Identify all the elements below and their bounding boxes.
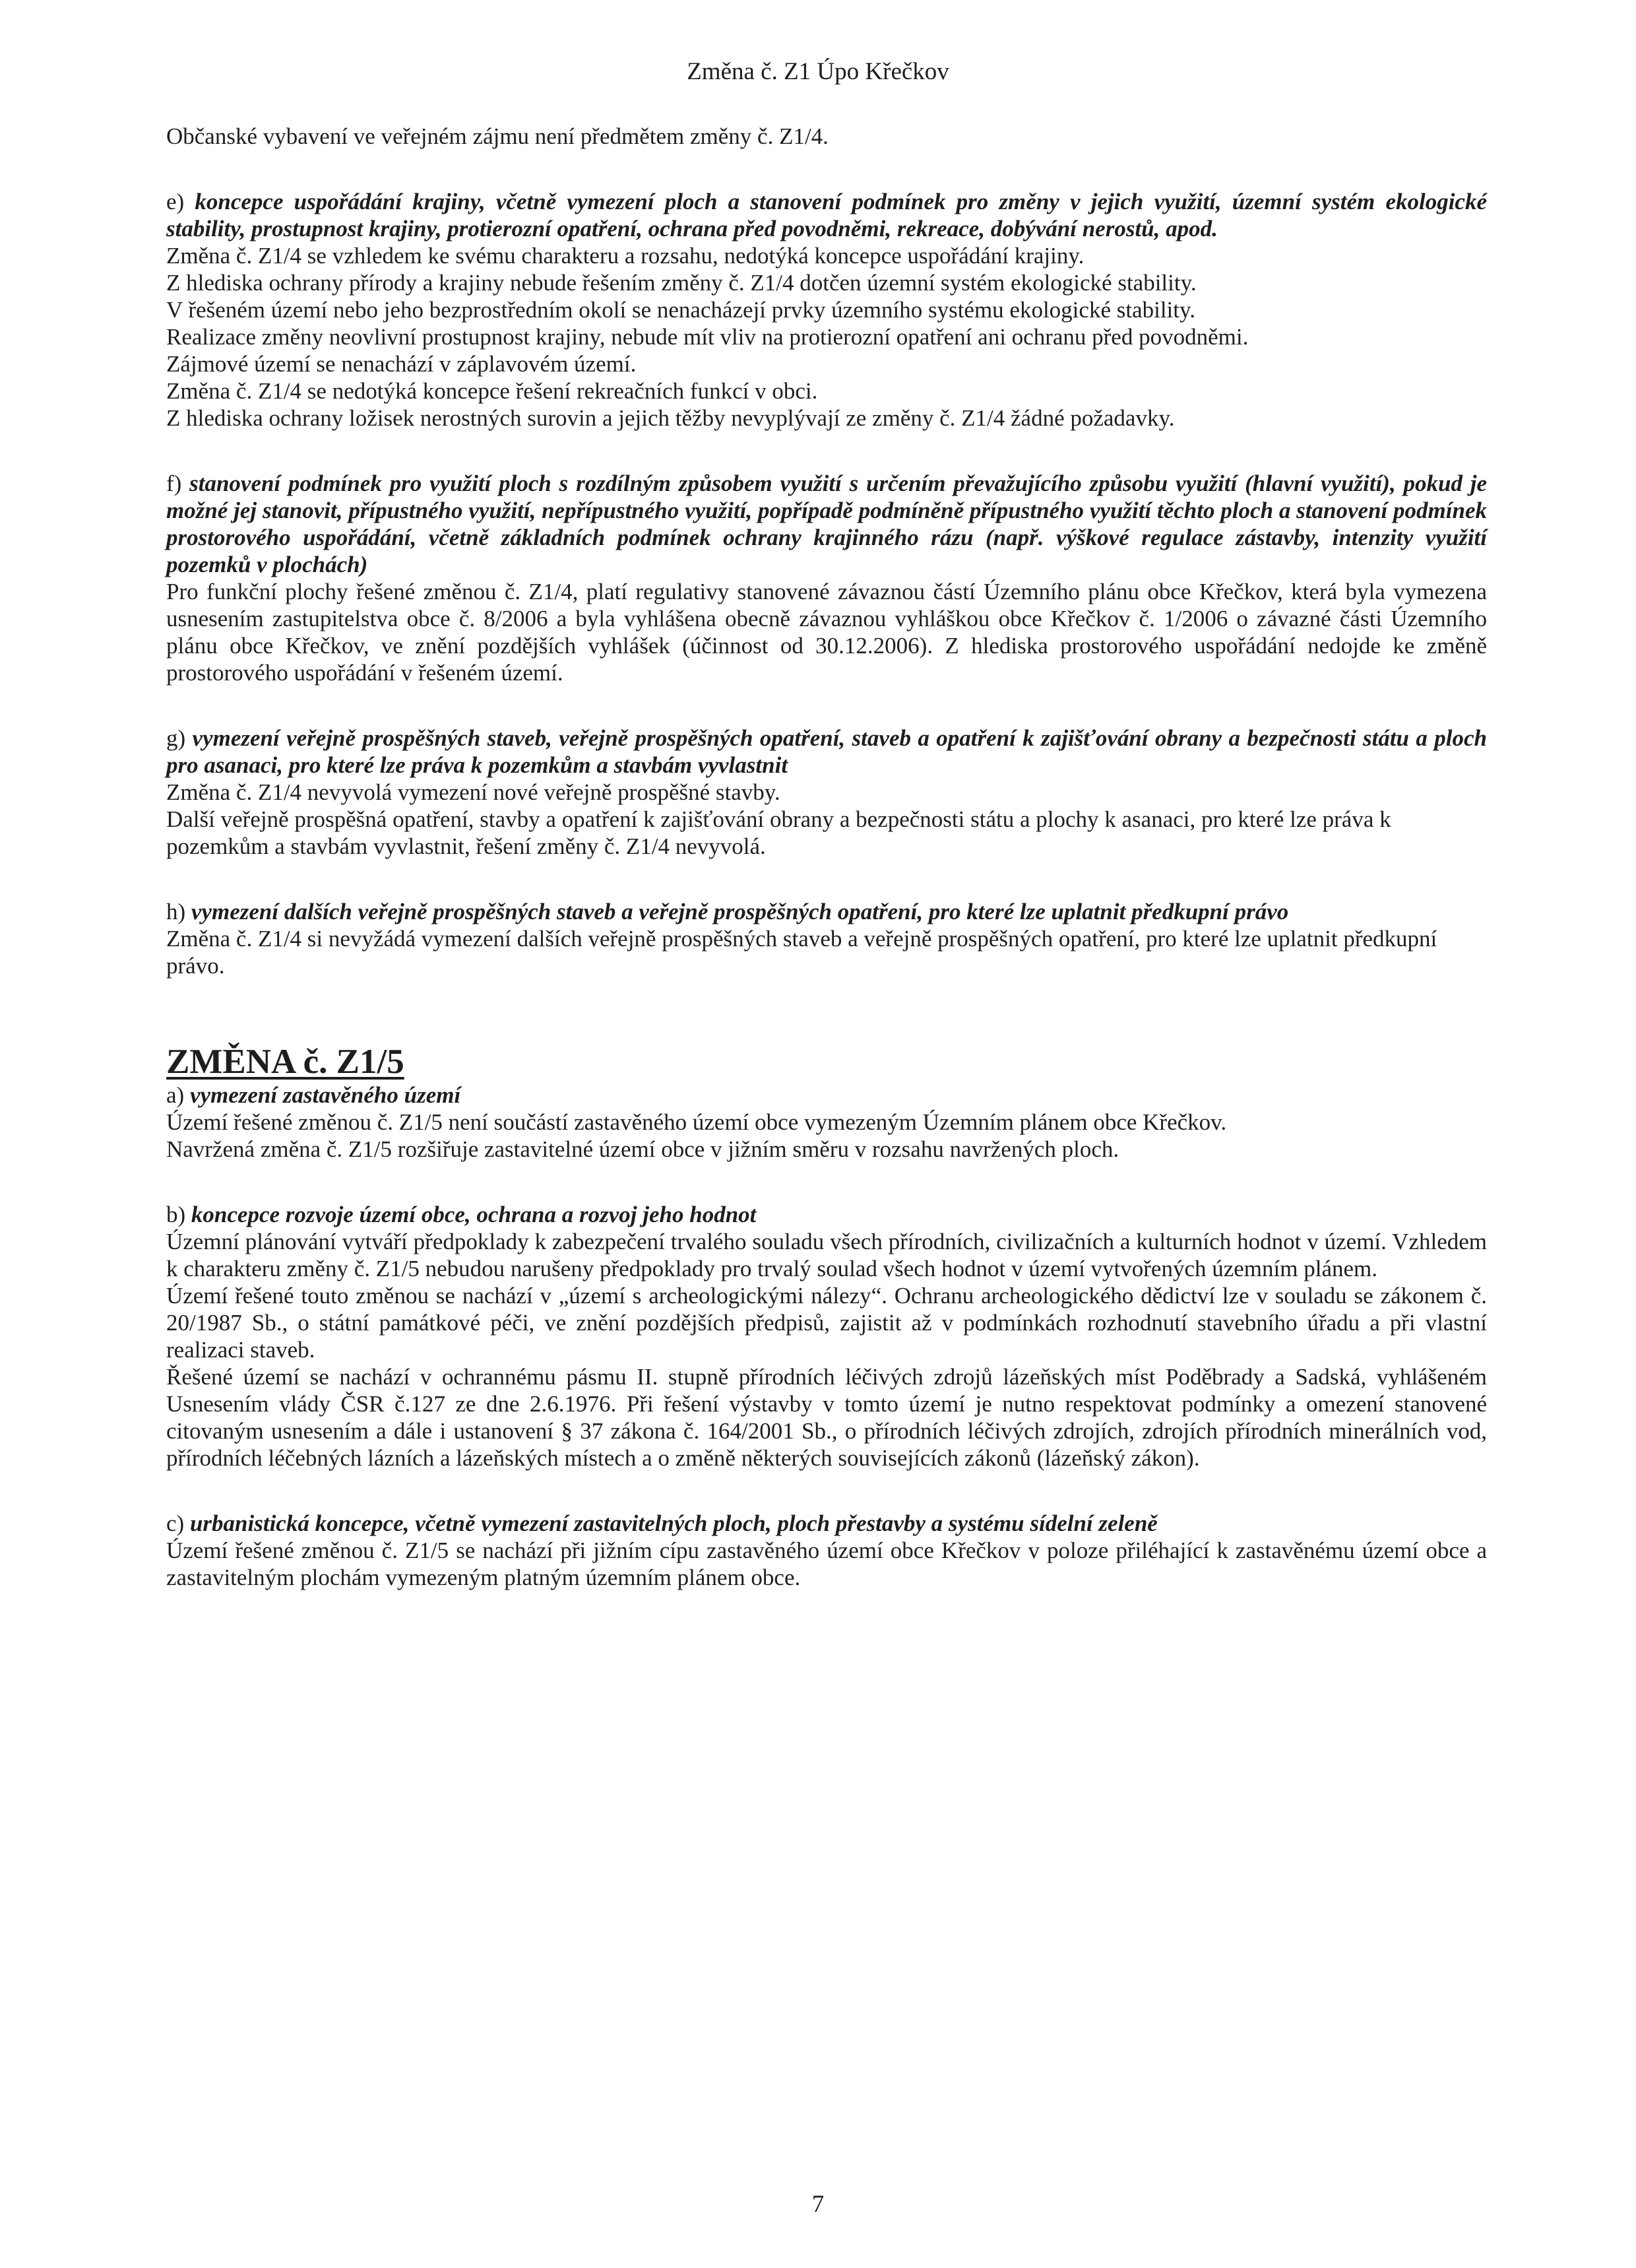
page-number: 7 bbox=[811, 2191, 825, 2218]
z15-section-b bbox=[166, 1201, 1487, 1472]
document-body bbox=[166, 123, 1487, 1591]
z15-section-a bbox=[166, 1082, 1487, 1163]
section-g-letter: g) bbox=[166, 725, 186, 751]
z15-section-b-para: Území řešené touto změnou se nachází v „území s archeologickými nálezy“. Ochranu archeologického dědictví lze v souladu se zákonem č. 20/1987 Sb., o státní památkové péči, ve znění pozdějších předpisů, zajistit až v podmínkách rozhodnutí stavebního úřadu a při vlastní realizaci staveb. bbox=[166, 1283, 1487, 1363]
z15-section-c-heading bbox=[166, 1510, 1487, 1537]
z15-section-a-title: vymezení zastavěného území bbox=[189, 1082, 461, 1108]
change-z15 bbox=[166, 1042, 1487, 1591]
z15-section-c-letter: c) bbox=[166, 1510, 185, 1536]
z15-section-a-letter: a) bbox=[166, 1082, 185, 1108]
section-e-line: Realizace změny neovlivní prostupnost krajiny, nebude mít vliv na protierozní opatření ani ochranu před povodněmi. bbox=[166, 324, 1249, 350]
section-e-line: Změna č. Z1/4 se vzhledem ke svému charakteru a rozsahu, nedotýká koncepce uspořádání krajiny. bbox=[166, 243, 1085, 269]
page-header: Změna č. Z1 Úpo Křečkov bbox=[687, 58, 949, 85]
z15-section-a-heading bbox=[166, 1082, 1487, 1109]
section-e-line: Z hlediska ochrany ložisek nerostných surovin a jejich těžby nevyplývají ze změny č. Z1/4 žádné požadavky. bbox=[166, 405, 1175, 431]
z15-section-b-title: koncepce rozvoje území obce, ochrana a rozvoj jeho hodnot bbox=[191, 1202, 757, 1227]
section-h bbox=[166, 898, 1487, 979]
z15-section-b-heading bbox=[166, 1201, 1487, 1228]
section-e-line: V řešeném území nebo jeho bezprostředním okolí se nenacházejí prvky územního systému ekologické stability. bbox=[166, 297, 1195, 323]
section-g-heading bbox=[166, 725, 1487, 779]
section-f-title: stanovení podmínek pro využití ploch s rozdílným způsobem využití s určením převažujícího způsobu využití (hlavní využití), pokud je možné jej stanovit, přípustného využití, nepřípustného využití, popřípadě podmíněně přípustného využití těchto ploch a stanovení podmínek prostorového uspořádání, včetně základních podmínek ochrany krajinného rázu (např. výškové regulace zástavby, intenzity využití pozemků v plochách) bbox=[166, 470, 1487, 577]
section-f bbox=[166, 470, 1487, 686]
section-e-line: Změna č. Z1/4 se nedotýká koncepce řešení rekreačních funkcí v obci. bbox=[166, 378, 818, 404]
z15-section-c-title: urbanistická koncepce, včetně vymezení zastavitelných ploch, ploch přestavby a systému sídelní zeleně bbox=[189, 1510, 1158, 1536]
section-h-title: vymezení dalších veřejně prospěšných staveb a veřejně prospěšných opatření, pro které lze uplatnit předkupní právo bbox=[191, 899, 1289, 924]
intro-paragraph: Občanské vybavení ve veřejném zájmu není předmětem změny č. Z1/4. bbox=[166, 123, 829, 149]
z15-section-b-letter: b) bbox=[166, 1202, 186, 1227]
z15-section-b-para: Územní plánování vytváří předpoklady k zabezpečení trvalého souladu všech přírodních, civilizačních a kulturních hodnot v území. Vzhledem k charakteru změny č. Z1/5 nebudou narušeny předpoklady pro trvalý soulad všech hodnot v území vytvořených územním plánem. bbox=[166, 1229, 1487, 1281]
section-f-text: Pro funkční plochy řešené změnou č. Z1/4, platí regulativy stanovené závaznou částí Územního plánu obce Křečkov, která byla vymezena usnesením zastupitelstva obce č. 8/2006 a byla vyhlášena obecně závaznou vyhláškou obce Křečkov č. 1/2006 o závazné části Územního plánu obce Křečkov, ve znění pozdějších vyhlášek (účinnost od 30.12.2006). Z hlediska prostorového uspořádání nedojde ke změně prostorového uspořádání v řešeném území. bbox=[166, 579, 1487, 686]
section-e-line: Zájmové území se nenachází v záplavovém území. bbox=[166, 351, 637, 377]
section-f-heading bbox=[166, 470, 1487, 578]
change-z15-heading: ZMĚNA č. Z1/5 bbox=[166, 1043, 404, 1081]
section-e bbox=[166, 188, 1487, 432]
section-g-text: Další veřejně prospěšná opatření, stavby a opatření k zajišťování obrany a bezpečnosti státu a plochy k asanaci, pro které lze práva k pozemkům a stavbám vyvlastnit, řešení změny č. Z1/4 nevyvolá. bbox=[166, 806, 1391, 859]
z15-section-c bbox=[166, 1510, 1487, 1591]
section-g-title: vymezení veřejně prospěšných staveb, veřejně prospěšných opatření, staveb a opatření k zajišťování obrany a bezpečnosti státu a ploch pro asanaci, pro které lze práva k pozemkům a stavbám vyvlastnit bbox=[166, 725, 1487, 778]
section-h-letter: h) bbox=[166, 899, 186, 924]
z15-section-c-text: Území řešené změnou č. Z1/5 se nachází při jižním cípu zastavěného území obce Křečkov v poloze přiléhající k zastavěnému území obce a zastavitelným plochám vymezeným platným územním plánem obce. bbox=[166, 1538, 1487, 1590]
section-g bbox=[166, 725, 1487, 860]
section-e-letter: e) bbox=[166, 189, 185, 214]
section-g-line: Změna č. Z1/4 nevyvolá vymezení nové veřejně prospěšné stavby. bbox=[166, 779, 780, 805]
section-f-letter: f) bbox=[166, 470, 182, 496]
z15-section-a-line: Území řešené změnou č. Z1/5 není součástí zastavěného území obce vymezeným Územním plánem obce Křečkov. bbox=[166, 1109, 1227, 1135]
section-h-text: Změna č. Z1/4 si nevyžádá vymezení dalších veřejně prospěšných staveb a veřejně prospěšných opatření, pro které lze uplatnit předkupní právo. bbox=[166, 926, 1437, 979]
section-e-heading bbox=[166, 188, 1487, 242]
z15-section-b-para: Řešené území se nachází v ochrannému pásmu II. stupně přírodních léčivých zdrojů lázeňských míst Poděbrady a Sadská, vyhlášeném Usnesením vlády ČSR č.127 ze dne 2.6.1976. Při řešení výstavby v tomto území je nutno respektovat podmínky a omezení stanovené citovaným usnesením a dále i ustanovení § 37 zákona č. 164/2001 Sb., o přírodních léčivých zdrojích, zdrojích přírodních minerálních vod, přírodních léčebných lázních a lázeňských místech a o změně některých souvisejících zákonů (lázeňský zákon). bbox=[166, 1364, 1487, 1471]
z15-section-a-line: Navržená změna č. Z1/5 rozšiřuje zastavitelné území obce v jižním směru v rozsahu navržených ploch. bbox=[166, 1136, 1119, 1162]
section-e-title: koncepce uspořádání krajiny, včetně vymezení ploch a stanovení podmínek pro změny v jejich využití, územní systém ekologické stability, prostupnost krajiny, protierozní opatření, ochrana před povodněmi, rekreace, dobývání nerostů, apod. bbox=[166, 189, 1487, 242]
section-h-heading bbox=[166, 898, 1487, 925]
section-e-line: Z hlediska ochrany přírody a krajiny nebude řešením změny č. Z1/4 dotčen územní systém ekologické stability. bbox=[166, 270, 1197, 296]
